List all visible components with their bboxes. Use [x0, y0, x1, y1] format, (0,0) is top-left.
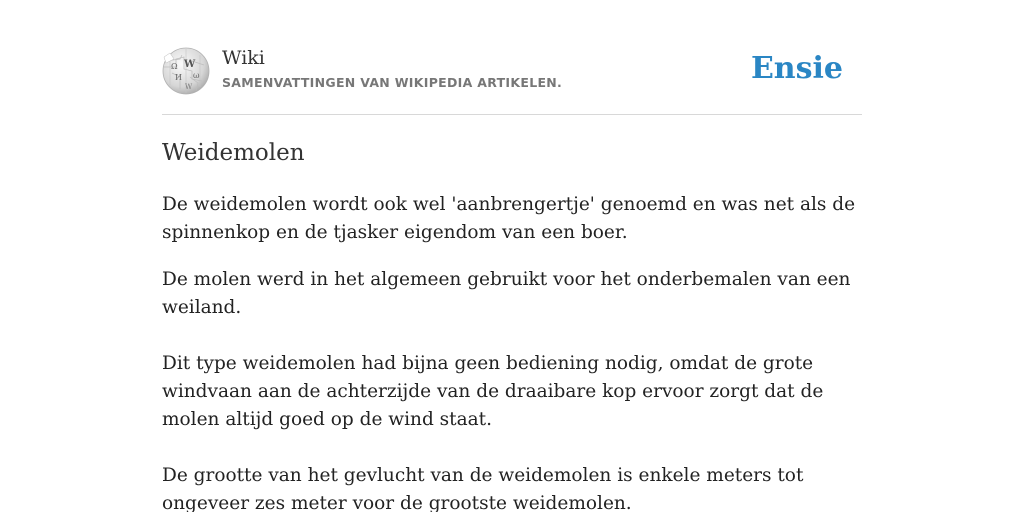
logo-glyph: Ω	[171, 62, 178, 71]
logo-glyph: W	[184, 59, 196, 70]
logo-glyph: ω	[193, 71, 200, 80]
logo-glyph: W	[185, 83, 193, 91]
site-title[interactable]: Wiki	[222, 47, 265, 69]
article-paragraph: Dit type weidemolen had bijna geen bediening nodig, omdat de grote windvaan aan de achterzijde van de draaibare kop ervoor zorgt dat de molen altijd goed op de wind staat.	[162, 353, 824, 430]
site-header	[162, 44, 862, 115]
article-paragraph: De weidemolen wordt ook wel 'aanbrengertje' genoemd en was net als de spinnenkop en de tjasker eigendom van een boer.	[162, 194, 856, 243]
ensie-brand-link[interactable]: Ensie	[750, 51, 843, 86]
article-title: Weidemolen	[162, 140, 305, 166]
site-tagline: SAMENVATTINGEN VAN WIKIPEDIA ARTIKELEN.	[222, 75, 563, 90]
article-paragraph: De grootte van het gevlucht van de weidemolen is enkele meters tot ongeveer zes meter voor de grootste weidemolen.	[162, 465, 804, 512]
article-paragraph: De molen werd in het algemeen gebruikt voor het onderbemalen van een weiland.	[162, 269, 851, 318]
article	[162, 137, 862, 512]
logo-glyph: И	[175, 73, 182, 82]
wikipedia-globe-icon[interactable]	[162, 47, 210, 95]
